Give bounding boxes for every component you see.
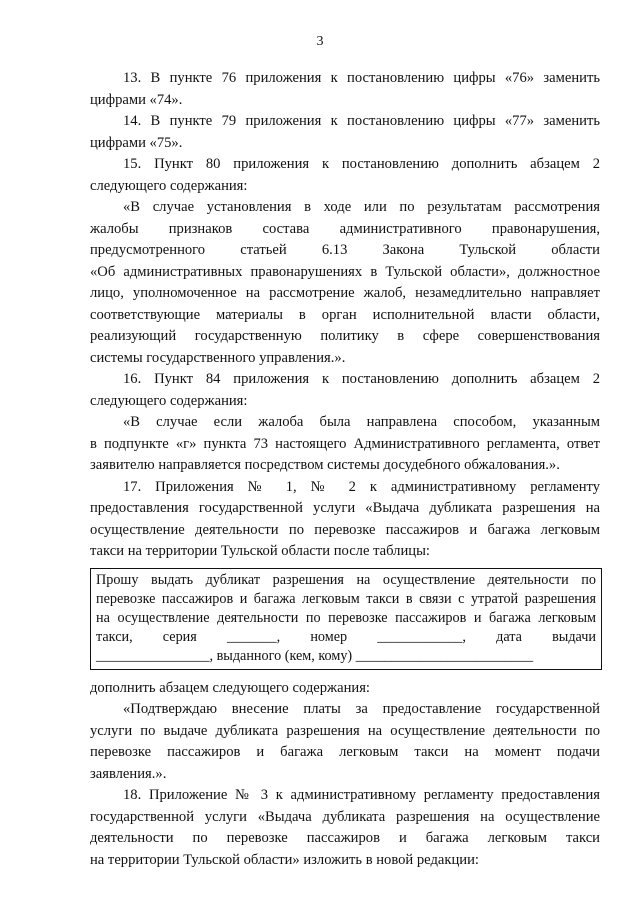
text-line: деятельности по перевозке пассажиров и багажа легковым такси — [90, 830, 600, 846]
text-line: 17. Приложения № 1, № 2 к административному регламенту — [123, 479, 600, 495]
text-line: заявления.». — [90, 766, 167, 782]
text-line: государственной услуги «Выдача дубликата разрешения на осуществление — [90, 809, 600, 825]
text-line: лицо, уполномоченное на рассмотрение жалоб, незамедлительно направляет — [90, 285, 600, 301]
text-line: осуществление деятельности по перевозке пассажиров и багажа легковым — [90, 522, 600, 538]
text-line: жалобы признаков состава административного правонарушения, — [90, 221, 600, 237]
text-line: 18. Приложение № 3 к административному регламенту предоставления — [123, 787, 600, 803]
text-line: на территории Тульской области» изложить в новой редакции: — [90, 852, 479, 868]
text-line: следующего содержания: — [90, 178, 248, 194]
application-text-table — [90, 568, 602, 670]
table-line: ________________, выданного (кем, кому) _________________________ — [96, 648, 534, 664]
text-line: реализующий государственную политику в сфере совершенствования — [90, 328, 600, 344]
table-line: на осуществление деятельности по перевозке пассажиров и багажа легковым — [96, 610, 596, 626]
table-line: Прошу выдать дубликат разрешения на осуществление деятельности по — [96, 572, 596, 588]
text-line: заявителю направляется посредством системы досудебного обжалования.». — [90, 457, 560, 473]
text-line: системы государственного управления.». — [90, 350, 346, 366]
text-line: такси на территории Тульской области после таблицы: — [90, 543, 430, 559]
text-line: в подпункте «г» пункта 73 настоящего Административного регламента, ответ — [90, 436, 600, 452]
text-line: следующего содержания: — [90, 393, 248, 409]
text-line: цифрами «74». — [90, 92, 183, 108]
text-line: предоставления государственной услуги «Выдача дубликата разрешения на — [90, 500, 600, 516]
table-line: перевозке пассажиров и багажа легковым такси в связи с утратой разрешения — [96, 591, 596, 607]
text-line: «Об административных правонарушениях в Тульской области», должностное — [90, 264, 600, 280]
text-line: 13. В пункте 76 приложения к постановлению цифры «76» заменить — [123, 70, 600, 86]
text-line: «Подтверждаю внесение платы за предоставление государственной — [123, 701, 600, 717]
text-line: услуги по выдаче дубликата разрешения на осуществление деятельности по — [90, 723, 600, 739]
text-line: соответствующие материалы в орган исполнительной власти области, — [90, 307, 600, 323]
text-line: 14. В пункте 79 приложения к постановлению цифры «77» заменить — [123, 113, 600, 129]
page-number: 3 — [316, 34, 324, 49]
text-line: предусмотренного статьей 6.13 Закона Тульской области — [90, 242, 600, 258]
text-line: перевозке пассажиров и багажа легковым такси на момент подачи — [90, 744, 600, 760]
text-line: дополнить абзацем следующего содержания: — [90, 680, 370, 696]
text-line: «В случае установления в ходе или по результатам рассмотрения — [123, 199, 600, 215]
text-line: «В случае если жалоба была направлена способом, указанным — [123, 414, 600, 430]
text-line: цифрами «75». — [90, 135, 183, 151]
table-line: такси, серия _______, номер ____________, дата выдачи — [96, 629, 596, 645]
text-line: 16. Пункт 84 приложения к постановлению дополнить абзацем 2 — [123, 371, 600, 387]
text-line: 15. Пункт 80 приложения к постановлению дополнить абзацем 2 — [123, 156, 600, 172]
